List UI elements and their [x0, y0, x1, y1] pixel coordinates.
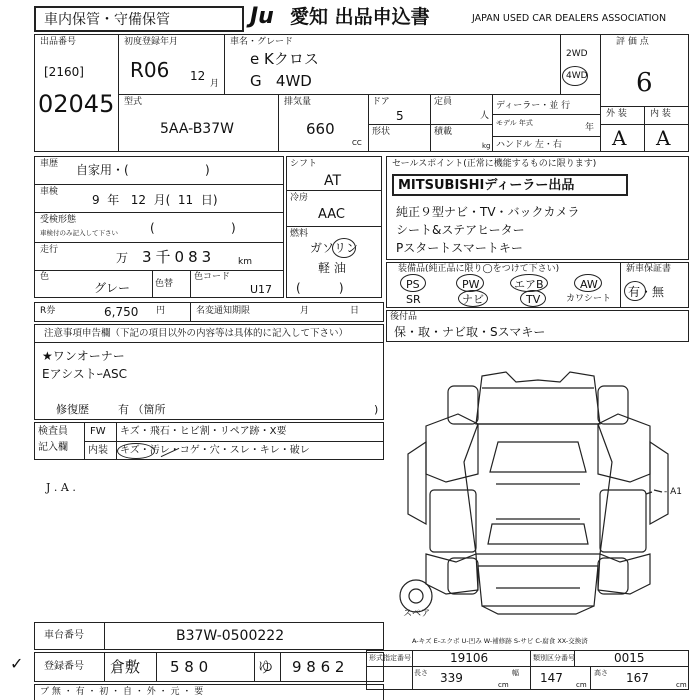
length-value: 339 — [440, 671, 463, 685]
car-damage-diagram — [386, 344, 689, 634]
shift-label: シフト — [290, 159, 318, 169]
shift-value: AT — [324, 173, 342, 189]
model-year-unit: 年 — [585, 123, 595, 133]
after-items-value: 保・取・ナビ取・Sスマキー — [394, 325, 546, 339]
mileage-man: 万 — [116, 251, 129, 265]
model-year-label: モデル 年式 — [496, 119, 533, 127]
first-reg-unit: 月 — [210, 79, 220, 89]
manual-value: 有・無 — [628, 285, 665, 299]
color-code: U17 — [250, 283, 273, 296]
load-label: 積載 — [434, 127, 453, 137]
chassis-number: B37W-0500222 — [176, 628, 285, 644]
manual-circle — [624, 281, 646, 301]
equipment-ps: PS — [406, 278, 420, 291]
top-block — [34, 34, 689, 152]
handle-label: ハンドル 左・右 — [496, 140, 562, 150]
mileage-unit: km — [238, 257, 252, 267]
ju-logo: Ju — [250, 4, 274, 29]
model-value: 5AA-B37W — [160, 121, 234, 137]
displacement-label: 排気量 — [284, 97, 312, 107]
fw-text: キズ・飛石・ヒビ割・リペア跡・X要 — [120, 426, 287, 437]
ruibetsu-value: 0015 — [614, 651, 645, 665]
damage-legend: A-キズ E-エクボ U-凹み W-補修跡 S-サビ C-腐食 XX-交換済 — [412, 637, 588, 645]
rating-label: 評 価 点 — [616, 37, 649, 47]
interior-label: 内 装 — [650, 109, 671, 119]
equipment-ps-circle — [400, 274, 426, 292]
drive-4wd-circle — [562, 66, 588, 86]
rating-value: 6 — [636, 68, 653, 98]
equipment-navi-circle — [458, 290, 488, 307]
receipt-value: ( ) — [150, 221, 236, 235]
dealer-parallel: ディーラー・並 行 — [496, 101, 571, 111]
capacity-unit: 人 — [480, 111, 490, 121]
receipt-note: 車検付のみ記入して下さい — [40, 229, 118, 237]
equipment-sr: SR — [406, 293, 421, 306]
height-unit: cm — [676, 681, 687, 689]
sales-point-2: 純正９型ナビ・TV・バックカメラ — [396, 205, 580, 219]
name-change-label: 名変通知期限 — [196, 306, 251, 316]
interior-row-label: 内装 — [88, 445, 108, 456]
exterior-label: 外 装 — [606, 109, 627, 119]
lot-label: 出品番号 — [40, 37, 77, 47]
capacity-label: 定員 — [434, 97, 453, 107]
doors-label: ドア — [372, 97, 390, 107]
car-grade: G 4WD — [250, 72, 312, 90]
repair-value: 有 （箇所 — [118, 403, 166, 416]
equipment-tv: TV — [526, 293, 541, 306]
cooling-value: AAC — [318, 207, 345, 222]
shape-label: 形状 — [372, 127, 391, 137]
sales-point-3: シート&ステアヒーター — [396, 223, 525, 237]
inspector-handwriting: J . A . — [46, 481, 76, 494]
first-reg-label: 初度登録年月 — [124, 37, 179, 47]
color-change-label: 色替 — [155, 279, 174, 289]
height-value: 167 — [626, 671, 649, 685]
inspector-label-1: 検査員 — [38, 426, 68, 437]
name-change-month: 月 — [300, 306, 310, 316]
doors-value: 5 — [396, 109, 404, 123]
length-unit: cm — [498, 681, 509, 689]
equipment-airbag: エアB — [514, 278, 544, 291]
equipment-pw: PW — [462, 278, 480, 291]
chassis-label: 車台番号 — [44, 630, 84, 641]
sales-point-1: MITSUBISHIディーラー出品 — [398, 178, 575, 193]
color-label: 色 — [40, 272, 50, 282]
first-reg-year: R06 — [130, 58, 170, 82]
name-change-day: 日 — [350, 306, 360, 316]
mileage-label: 走行 — [40, 245, 59, 255]
width-label: 幅 — [512, 669, 519, 677]
first-reg-month: 12 — [190, 69, 206, 83]
equipment-tv-circle — [520, 290, 546, 307]
model-label: 型式 — [124, 97, 143, 107]
drive-2wd[interactable]: 2WD — [566, 49, 588, 59]
lot-number: 02045 — [38, 90, 115, 118]
plate-class: 5 8 0 — [170, 658, 209, 676]
fuel-gas-circle — [332, 238, 356, 258]
equipment-aw: AW — [580, 278, 598, 291]
after-items-label: 後付品 — [390, 312, 418, 322]
fuel-label: 燃料 — [290, 229, 309, 239]
plate-label: 登録番号 — [44, 661, 84, 672]
storage-stamp-text: 車内保管・守備保管 — [44, 12, 170, 28]
mileage-value: 3千083 — [142, 248, 216, 266]
plate-region: 倉敷 — [110, 658, 141, 676]
shitei-label: 形式指定番号 — [369, 654, 411, 662]
form-title: 愛知 出品申込書 — [290, 6, 430, 28]
repair-close: ) — [374, 403, 379, 416]
equipment-leather: カワシート — [566, 294, 612, 304]
r-ken-unit: 円 — [156, 306, 166, 316]
lot-sub: [2160] — [44, 65, 84, 79]
displacement-value: 660 — [306, 120, 335, 138]
storage-stamp — [34, 6, 244, 32]
fuel-other: ( ) — [296, 281, 344, 295]
ruibetsu-label: 類別区分番号 — [533, 654, 575, 662]
car-name-label: 車名・グレード — [230, 37, 294, 47]
car-name: e Kクロス — [250, 50, 319, 68]
width-value: 147 — [540, 671, 563, 685]
usage-value: 自家用・( ) — [76, 163, 210, 177]
height-label: 高さ — [594, 669, 608, 677]
sales-point-4: Pスタートスマートキー — [396, 241, 523, 255]
fuel-gas: ガソリン — [310, 241, 359, 255]
equipment-title: 装備品(純正品に限り◯をつけて下さい) — [398, 264, 560, 274]
fw-label: FW — [90, 426, 106, 437]
r-ken-value: 6,750 — [104, 305, 139, 319]
shitei-value: 19106 — [450, 651, 489, 665]
shaken-value: 9 年 12 月( 11 日) — [92, 193, 218, 207]
manual-label: 新車保証書 — [626, 264, 672, 274]
load-unit: kg — [482, 142, 491, 150]
check-mark: ✓ — [10, 654, 24, 673]
receipt-label: 受検形態 — [40, 215, 77, 225]
fuel-diesel: 軽 油 — [318, 261, 346, 275]
interior-scratch-circle — [117, 443, 155, 459]
bottom-options: ブ 無 ・ 有 ・ 初 ・ 自 ・ 外 ・ 元 ・ 要 — [40, 687, 204, 697]
usage-label: 車歴 — [40, 159, 59, 169]
sales-points-title: セールスポイント(正常に機能するものに限ります) — [392, 159, 597, 169]
diagram-annotation: - A1 — [664, 487, 682, 497]
spare-label: スペア — [403, 609, 431, 619]
plate-number: 9 8 6 2 — [292, 658, 345, 676]
form-subtitle: JAPAN USED CAR DEALERS ASSOCIATION — [472, 13, 667, 24]
shaken-label: 車検 — [40, 187, 59, 197]
r-ken-label: R券 — [40, 306, 56, 316]
width-unit: cm — [576, 681, 587, 689]
exterior-grade: A — [612, 126, 627, 150]
color-value: グレー — [94, 281, 131, 295]
displacement-unit: CC — [352, 139, 362, 147]
notes-line-2: EアシストｰASC — [42, 367, 127, 381]
equipment-aw-circle — [574, 274, 602, 292]
notes-line-1: ★ワンオーナー — [42, 349, 125, 363]
equipment-navi: ナビ — [462, 293, 484, 306]
notes-title: 注意事項申告欄（下記の項目以外の内容等は具体的に記入して下さい） — [44, 328, 349, 339]
length-label: 長さ — [414, 669, 428, 677]
plate-kana: ゆ — [258, 658, 274, 676]
cooling-label: 冷房 — [290, 193, 309, 203]
interior-row-text: キズ・汚レ・コゲ・穴・スレ・キレ・破レ — [120, 445, 310, 456]
repair-label: 修復歴 — [56, 403, 89, 416]
color-code-label: 色コード — [194, 272, 231, 282]
drive-4wd[interactable]: 4WD — [566, 71, 588, 81]
inspector-label-2: 記入欄 — [38, 442, 68, 453]
interior-grade: A — [656, 126, 671, 150]
